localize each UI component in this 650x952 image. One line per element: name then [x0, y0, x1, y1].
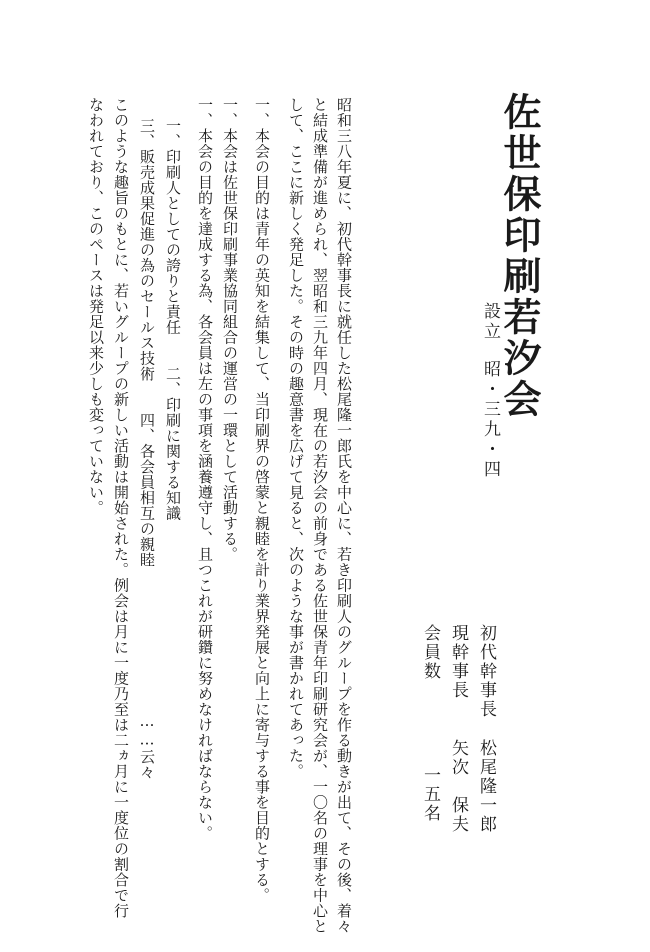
info-value: 一五名 — [420, 766, 440, 823]
body-paragraph-line: と結成準備が進められ、翌昭和三九年四月、現在の若汐会の前身である佐世保青年印刷研究会が、一〇名の理事を中心と — [311, 97, 329, 934]
info-label: 初代幹事長 — [476, 624, 496, 719]
page-title: 佐世保印刷若汐会 — [497, 92, 542, 420]
body-paragraph-line: 昭和三八年夏に、初代幹事長に就任した松尾隆一郎氏を中心に、若き印刷人のグループを作る動きが出て、その後、着々 — [335, 97, 353, 934]
purpose-item: 一、本会は佐世保印刷事業協同組合の運営の一環として活動する。 — [221, 97, 239, 562]
info-current-leader — [446, 624, 471, 834]
purpose-subitem: 三、販売成果促進の為のセールス技術 四、各会員相互の親睦 — [138, 118, 156, 568]
purpose-item: 一、本会の目的は青年の英知を結集して、当印刷界の啓蒙と親睦を計り業界発展と向上に寄与する事を目的とする。 — [253, 97, 271, 903]
purpose-subitem: 一、印刷人としての誇りと責任 二、印刷に関する知識 — [164, 118, 182, 521]
body-paragraph-line: このような趣旨のもとに、若いグループの新しい活動は開始された。例会は月に一度乃至は二ヵ月に一度位の割合で行 — [112, 97, 130, 919]
body-paragraph-line: して、ここに新しく発足した。その時の趣意書を広げて見ると、次のような事が書かれてあった。 — [287, 97, 305, 779]
info-member-count — [418, 624, 443, 823]
founded-date — [478, 302, 503, 480]
founded-label: 設立 — [480, 302, 500, 342]
body-paragraph-line: なわれており、このペースは発足以来少しも変っていない。 — [87, 97, 105, 516]
club-info — [418, 624, 498, 844]
info-label: 現幹事長 — [448, 624, 468, 700]
founded-value: 昭・三九・四 — [480, 360, 500, 480]
info-value: 松尾隆一郎 — [476, 739, 496, 834]
etcetera-mark: ……云々 — [138, 712, 156, 780]
info-first-leader — [474, 624, 499, 834]
purpose-item: 一、本会の目的を達成する為、各会員は左の事項を涵養遵守し、且つこれが研鑽に努めなければならない。 — [196, 97, 214, 841]
info-label: 会員数 — [420, 624, 440, 681]
info-value: 矢次 保夫 — [448, 739, 468, 834]
